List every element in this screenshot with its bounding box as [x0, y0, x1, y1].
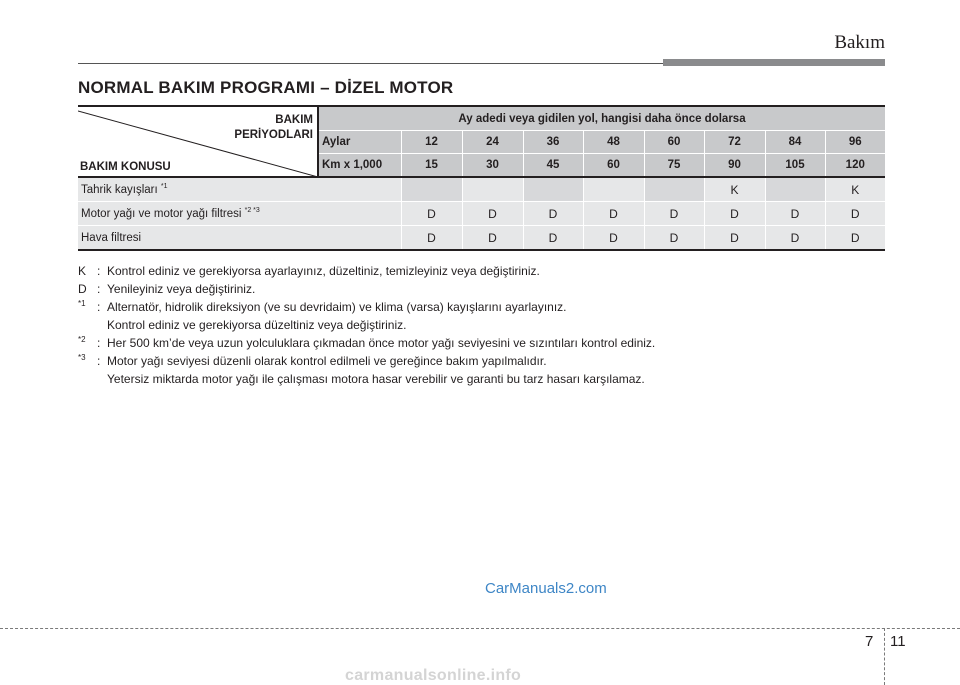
- watermark: CarManuals2.com: [485, 580, 607, 597]
- km-cell: 105: [765, 154, 825, 178]
- legend-text: Kontrol ediniz ve gerekiyorsa düzeltiniz veya değiştiriniz.: [107, 318, 407, 332]
- interval-cell: D: [644, 202, 704, 226]
- month-cell: 60: [644, 131, 704, 154]
- interval-cell: D: [765, 226, 825, 251]
- legend-note: [78, 316, 878, 334]
- page-divider: [884, 628, 885, 685]
- header-span: Ay adedi veya gidilen yol, hangisi daha önce dolarsa: [318, 106, 885, 131]
- legend-key-sup: *1: [78, 299, 86, 308]
- interval-cell: K: [704, 177, 765, 202]
- month-cell: 24: [462, 131, 523, 154]
- maintenance-item: [78, 226, 401, 251]
- legend-note: [78, 298, 878, 316]
- interval-cell: D: [401, 202, 462, 226]
- legend-text: Her 500 km’de veya uzun yolculuklara çıkmadan önce motor yağı seviyesini ve sızıntıları kontrol ediniz.: [107, 336, 656, 350]
- legend-text: Yetersiz miktarda motor yağı ile çalışması motora hasar verebilir ve garanti bu tarz hasarı karşılamaz.: [107, 372, 645, 386]
- maintenance-table-wrap: [78, 105, 885, 251]
- interval-cell: D: [825, 226, 885, 251]
- maintenance-item-label: Tahrik kayışları: [81, 183, 161, 196]
- month-cell: 36: [523, 131, 583, 154]
- chapter-number: 7: [865, 633, 874, 650]
- months-label: Aylar: [318, 131, 401, 154]
- legend-note: [78, 352, 878, 370]
- interval-cell: K: [825, 177, 885, 202]
- interval-cell: [644, 177, 704, 202]
- legend-colon: :: [97, 354, 101, 368]
- legend-note: [78, 262, 878, 280]
- interval-cell: D: [644, 226, 704, 251]
- km-cell: 120: [825, 154, 885, 178]
- top-rule: [78, 63, 663, 64]
- maintenance-item: [78, 202, 401, 226]
- legend-colon: :: [97, 336, 101, 350]
- maintenance-item-label: Motor yağı ve motor yağı filtresi: [81, 207, 245, 220]
- month-cell: 84: [765, 131, 825, 154]
- legend-key: [78, 298, 96, 316]
- month-cell: 96: [825, 131, 885, 154]
- interval-cell: [765, 177, 825, 202]
- interval-cell: [401, 177, 462, 202]
- month-cell: 12: [401, 131, 462, 154]
- km-cell: 45: [523, 154, 583, 178]
- legend-colon: :: [97, 300, 101, 314]
- corner-period-line1: BAKIM: [275, 114, 313, 126]
- table-row: [78, 202, 885, 226]
- interval-cell: [523, 177, 583, 202]
- legend-key: K: [78, 264, 87, 278]
- top-bar: [663, 59, 885, 66]
- legend-colon: :: [97, 282, 101, 296]
- km-cell: 90: [704, 154, 765, 178]
- bottom-rule: [0, 628, 960, 629]
- section-title: Bakım: [834, 32, 885, 53]
- corner-period-label: [234, 113, 313, 143]
- page-title: NORMAL BAKIM PROGRAMI – DİZEL MOTOR: [78, 78, 454, 97]
- km-cell: 75: [644, 154, 704, 178]
- legend-note: [78, 280, 878, 298]
- maintenance-table: [78, 105, 885, 251]
- km-cell: 60: [583, 154, 644, 178]
- interval-cell: D: [704, 202, 765, 226]
- legend-note: [78, 370, 878, 388]
- interval-cell: D: [462, 202, 523, 226]
- month-cell: 72: [704, 131, 765, 154]
- interval-cell: D: [583, 226, 644, 251]
- table-row: [78, 226, 885, 251]
- interval-cell: D: [583, 202, 644, 226]
- km-cell: 15: [401, 154, 462, 178]
- interval-cell: D: [765, 202, 825, 226]
- legend-key: D: [78, 282, 87, 296]
- maintenance-item-label: Hava filtresi: [81, 231, 142, 244]
- legend-key: [78, 352, 96, 370]
- legend-note: [78, 334, 878, 352]
- interval-cell: D: [523, 226, 583, 251]
- legend-key-sup: *2: [78, 335, 86, 344]
- notes: [78, 262, 878, 388]
- legend-colon: :: [97, 264, 101, 278]
- interval-cell: D: [462, 226, 523, 251]
- footer-watermark: carmanualsonline.info: [345, 667, 522, 684]
- legend-key: [78, 334, 96, 352]
- legend-key-sup: *3: [78, 353, 86, 362]
- interval-cell: D: [523, 202, 583, 226]
- interval-cell: D: [825, 202, 885, 226]
- table-row: [78, 177, 885, 202]
- table-corner-cell: [78, 106, 318, 177]
- footnote-ref: *2 *3: [244, 206, 260, 214]
- interval-cell: D: [704, 226, 765, 251]
- legend-text: Yenileyiniz veya değiştiriniz.: [107, 282, 256, 296]
- km-cell: 30: [462, 154, 523, 178]
- corner-period-line2: PERİYODLARI: [234, 129, 313, 141]
- interval-cell: D: [401, 226, 462, 251]
- legend-text: Motor yağı seviyesi düzenli olarak kontrol edilmeli ve gereğince bakım yapılmalıdır.: [107, 354, 547, 368]
- interval-cell: [462, 177, 523, 202]
- corner-subject-label: BAKIM KONUSU: [80, 161, 171, 173]
- maintenance-item: [78, 177, 401, 202]
- km-label: Km x 1,000: [318, 154, 401, 178]
- legend-text: Alternatör, hidrolik direksiyon (ve su devridaim) ve klima (varsa) kayışlarını ayarlayınız.: [107, 300, 567, 314]
- footnote-ref: *1: [160, 182, 168, 190]
- interval-cell: [583, 177, 644, 202]
- legend-text: Kontrol ediniz ve gerekiyorsa ayarlayınız, düzeltiniz, temizleyiniz veya değiştiriniz.: [107, 264, 540, 278]
- month-cell: 48: [583, 131, 644, 154]
- page-number: 11: [890, 633, 906, 650]
